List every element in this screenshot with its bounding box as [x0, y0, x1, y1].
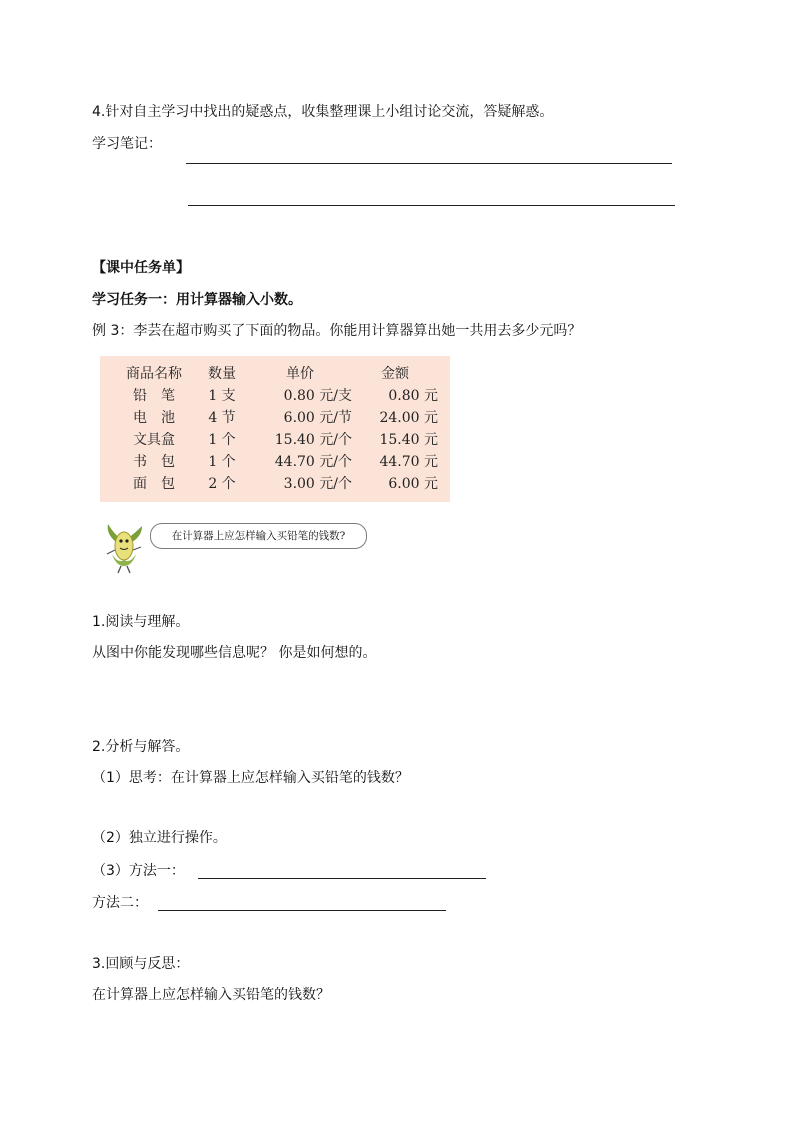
table-row	[112, 429, 438, 451]
step-2-title: 2.分析与解答。	[92, 739, 190, 755]
cell-unit-price: 44.70 元/个	[274, 454, 352, 470]
table-header-row	[112, 363, 438, 385]
cell-name: 电 池	[133, 410, 175, 426]
cell-qty: 4 节	[208, 410, 236, 426]
notes-line-1	[186, 163, 672, 164]
cell-unit-price: 6.00 元/节	[283, 410, 352, 426]
step-3-question: 在计算器上应怎样输入买铅笔的钱数？	[92, 987, 330, 1003]
header-qty: 数量	[208, 366, 236, 382]
step-3-title: 3.回顾与反思：	[92, 956, 190, 972]
step-2-method-1-label: （3）方法一：	[92, 863, 185, 879]
table-row	[112, 385, 438, 407]
cell-amount: 0.80 元	[388, 388, 438, 404]
step-2-think: （1）思考：在计算器上应怎样输入买铅笔的钱数？	[92, 770, 409, 786]
cell-name: 书 包	[133, 454, 175, 470]
cell-amount: 6.00 元	[388, 476, 438, 492]
cell-amount: 15.40 元	[379, 432, 438, 448]
item-4-text: 4.针对自主学习中找出的疑惑点，收集整理课上小组讨论交流，答疑解惑。	[92, 104, 554, 120]
step-2-operate: （2）独立进行操作。	[92, 830, 227, 846]
cell-unit-price: 0.80 元/支	[283, 388, 352, 404]
cell-qty: 1 个	[208, 454, 236, 470]
table-row	[112, 473, 438, 495]
corn-mascot-icon	[102, 520, 148, 574]
speech-bubble: 在计算器上应怎样输入买铅笔的钱数?	[150, 523, 367, 549]
method-2-label: 方法二：	[92, 895, 148, 911]
cell-qty: 2 个	[208, 476, 236, 492]
task-1-title: 学习任务一：用计算器输入小数。	[92, 292, 302, 308]
table-row	[112, 451, 438, 473]
cell-qty: 1 个	[208, 432, 236, 448]
cell-amount: 24.00 元	[379, 410, 438, 426]
method-2-answer-line	[158, 910, 446, 911]
cell-name: 文具盒	[133, 432, 175, 448]
header-name: 商品名称	[126, 366, 182, 382]
cell-name: 面 包	[133, 476, 175, 492]
example-3-text: 例 3：李芸在超市购买了下面的物品。你能用计算器算出她一共用去多少元吗？	[92, 323, 582, 339]
notes-label: 学习笔记：	[92, 136, 162, 152]
classwork-heading: 【课中任务单】	[92, 260, 190, 276]
header-unit-price: 单价	[286, 366, 314, 382]
cell-name: 铅 笔	[133, 388, 175, 404]
header-amount: 金额	[381, 366, 409, 382]
cell-unit-price: 15.40 元/个	[274, 432, 352, 448]
cell-unit-price: 3.00 元/个	[283, 476, 352, 492]
method-1-answer-line	[198, 878, 486, 879]
notes-line-2	[188, 205, 675, 206]
step-1-question: 从图中你能发现哪些信息呢？ 你是如何想的。	[92, 645, 377, 661]
cell-amount: 44.70 元	[379, 454, 438, 470]
price-table	[100, 356, 450, 502]
step-1-title: 1.阅读与理解。	[92, 614, 190, 630]
table-row	[112, 407, 438, 429]
cell-qty: 1 支	[208, 388, 236, 404]
